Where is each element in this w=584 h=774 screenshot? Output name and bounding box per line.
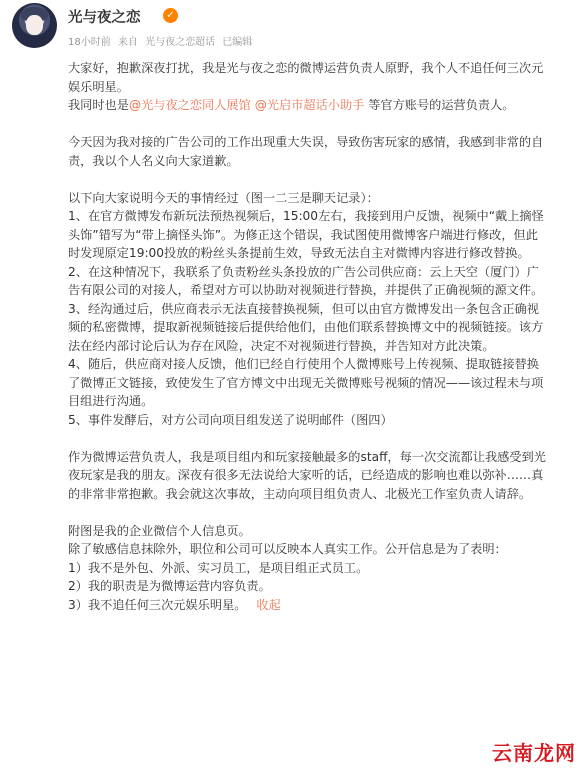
- paragraph-step-5: 5、事件发酵后，对方公司向项目组发送了说明邮件（图四）: [68, 412, 393, 427]
- paragraph-attachment: 附图是我的企业微信个人信息页。: [68, 523, 251, 538]
- source-prefix: 来自: [117, 37, 138, 48]
- mention-link[interactable]: @光与夜之恋同人展馆: [128, 98, 251, 112]
- verified-badge-icon: ✓: [163, 8, 178, 23]
- paragraph-intro: 大家好，抱歉深夜打扰，我是光与夜之恋的微博运营负责人原野，我个人不追任何三次元娱乐明星。: [68, 61, 544, 94]
- post-content: [68, 59, 550, 614]
- author-name[interactable]: 光与夜之恋: [68, 10, 141, 26]
- paragraph-point-3: [68, 596, 550, 615]
- post-source[interactable]: 光与夜之恋超话: [145, 37, 216, 48]
- paragraph-point-2: 2）我的职责是为微博运营内容负责。: [68, 579, 271, 593]
- paragraph-resignation: 作为微博运营负责人，我是项目组内和玩家接触最多的staff，每一次交流都让我感受到光夜玩家是我的朋友。深夜有很多无法说给大家听的话，已经造成的影响也难以弥补……真的非常非常抱歉。我会就这次事故，主动向项目组负责人、北极光工作室负责人请辞。: [68, 449, 546, 501]
- accounts-prefix: 我同时也是: [68, 98, 129, 112]
- paragraph-step-4: 4、随后，供应商对接人反馈，他们已经自行使用个人微博账号上传视频、提取链接替换了微博正文链接，致使发生了官方博文中出现无关微博账号视频的情况——该过程未与项目组进行沟通。: [68, 357, 544, 408]
- point-3-text: 3）我不追任何三次元娱乐明星。: [68, 597, 247, 612]
- paragraph-step-1: 1、在官方微博发布新玩法预热视频后，15:00左右，我接到用户反馈，视频中“戴上摘怪头饰”错写为“带上摘怪头饰”。为修正这个错误，我试图使用微博客户端进行修改，但此时发现原定19:00投放的粉丝头条提前生效，导致无法自主对微博内容进行修改替换。: [68, 209, 544, 260]
- paragraph-point-1: 1）我不是外包、外派、实习员工，是项目组正式员工。: [68, 560, 369, 575]
- collapse-link[interactable]: 收起: [256, 597, 281, 612]
- post-header: [0, 0, 584, 52]
- avatar-face: [26, 15, 43, 35]
- paragraph-accounts: [68, 96, 550, 115]
- paragraph-step-2: 2、在这种情况下，我联系了负责粉丝头条投放的广告公司供应商：云上天空（厦门）广告有限公司的对接人，希望对方可以协助对视频进行替换，并提供了正确视频的源文件。: [68, 264, 544, 297]
- mention-link[interactable]: @光启市超话小助手: [254, 98, 365, 112]
- paragraph-step-3: 3、经沟通过后，供应商表示无法直接替换视频，但可以由官方微博发出一条包含正确视频的私密微博，提取新视频链接后提供给他们，由他们联系替换博文中的视频链接。该方法在经内部讨论后认为存在风险，决定不对视频进行替换，并告知对方此决策。: [68, 301, 544, 353]
- post-time[interactable]: 18小时前: [68, 37, 111, 48]
- avatar[interactable]: [12, 3, 57, 48]
- post-meta: [68, 33, 256, 48]
- paragraph-apology: 今天因为我对接的广告公司的工作出现重大失误，导致伤害玩家的感情，我感到非常的自责，我以个人名义向大家道歉。: [68, 135, 544, 168]
- paragraph-disclosure: 除了敏感信息抹除外，职位和公司可以反映本人真实工作。公开信息是为了表明：: [68, 542, 507, 556]
- paragraph-timeline-intro: 以下向大家说明今天的事情经过（图一二三是聊天记录）：: [68, 190, 379, 205]
- edited-status[interactable]: 已编辑: [222, 37, 253, 48]
- accounts-suffix: 等官方账号的运营负责人。: [368, 98, 515, 112]
- watermark-logo: 云南龙网: [492, 741, 576, 765]
